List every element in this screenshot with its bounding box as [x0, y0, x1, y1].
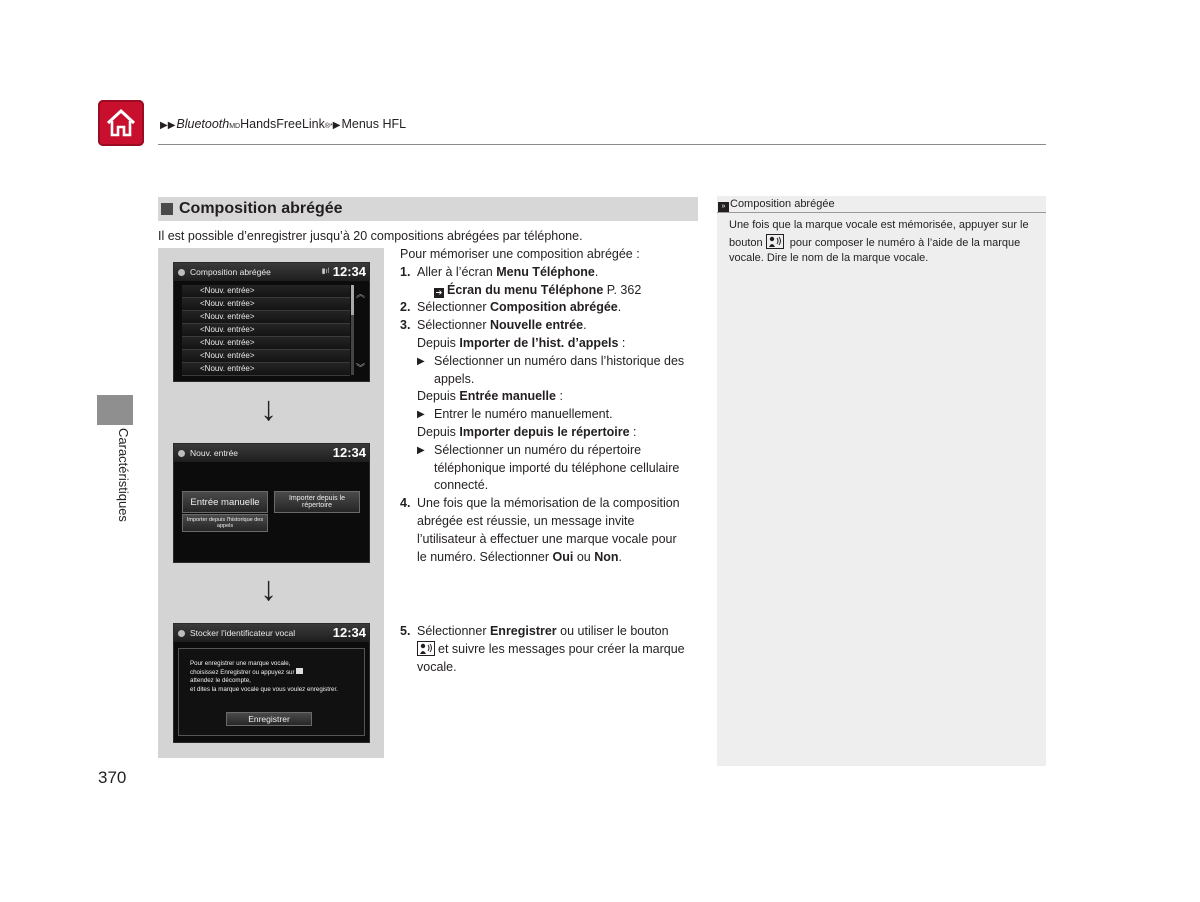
step-number: 4. [400, 496, 411, 511]
store-voice-tag-screen [173, 623, 370, 743]
bullet-text: Sélectionner un numéro dans l’historique des [434, 353, 685, 368]
talk-button-icon [417, 641, 435, 656]
step-text [400, 549, 700, 567]
screen-title: Stocker l'identificateur vocal [190, 628, 296, 638]
reference-title[interactable]: Écran du menu Téléphone [447, 282, 604, 297]
dialog-line [190, 668, 338, 677]
list-item[interactable]: <Nouv. entrée> [182, 324, 350, 337]
home-icon [104, 106, 138, 140]
breadcrumb-arrow-icon: ▶ [332, 120, 341, 131]
down-arrow-icon: ↓ [260, 570, 277, 608]
steps-list [400, 246, 700, 677]
step-text: Sélectionner [417, 300, 490, 315]
no-term: Non [594, 549, 619, 564]
entry-list [182, 285, 350, 376]
bullet-text: Entrer le numéro manuellement. [434, 407, 613, 422]
step-text: utiliser le bouton [574, 624, 669, 639]
speed-dial-term: Composition abrégée [489, 300, 618, 315]
note-text [729, 234, 1041, 252]
step-text [400, 641, 700, 659]
option-text: Depuis [417, 335, 460, 350]
bullet-arrow-icon: ▶ [417, 444, 425, 456]
step-2 [400, 299, 700, 317]
breadcrumb-item-bluetooth[interactable]: Bluetooth [176, 117, 230, 131]
step-4 [400, 495, 700, 513]
option-text: Depuis [417, 424, 460, 439]
bullet-arrow-icon: ▶ [417, 355, 425, 367]
list-item[interactable]: <Nouv. entrée> [182, 350, 350, 363]
dialog-line-text: choisissez Enregistrer ou appuyez sur [190, 669, 295, 677]
note-title: Composition abrégée [730, 198, 835, 210]
breadcrumb-arrow-icon: ▶▶ [160, 120, 176, 131]
screen-header [174, 624, 369, 642]
scrollbar[interactable] [351, 285, 354, 375]
step-text: . [594, 264, 599, 279]
menu-phone-term: Menu Téléphone [496, 264, 595, 279]
screen-header [174, 444, 369, 462]
step-text: . [617, 300, 622, 315]
step-text: Une fois que la mémorisation de la composition [417, 496, 680, 511]
talk-button-icon [766, 234, 784, 249]
step-text: et suivre les messages pour créer la marque [438, 642, 685, 657]
option-directory [400, 424, 700, 442]
phone-icon [178, 450, 185, 457]
breadcrumb-sup-reg: ®* [324, 123, 333, 130]
note-text: vocale. Dire le nom de la marque vocale. [729, 252, 929, 264]
screen-title: Nouv. entrée [190, 448, 239, 458]
breadcrumb-item-menus[interactable]: Menus HFL [341, 117, 407, 131]
screen-title: Composition abrégée [190, 267, 271, 277]
step-number: 3. [400, 318, 411, 333]
note-marker-icon: » [718, 202, 729, 212]
note-text: bouton [729, 236, 766, 249]
list-item[interactable]: <Nouv. entrée> [182, 298, 350, 311]
dialog-line: et dites la marque vocale que vous voulez enregistrer. [190, 685, 338, 693]
bullet-text: appels. [434, 371, 475, 386]
save-term: Enregistrer [489, 624, 557, 639]
option-bullet [400, 406, 700, 424]
manual-entry-button[interactable]: Entrée manuelle [182, 491, 268, 513]
history-term: Importer de l’hist. d’appels [459, 335, 619, 350]
dialog-line: Pour enregistrer une marque vocale, [190, 660, 291, 667]
step-text: le numéro. Sélectionner [417, 549, 553, 564]
bullet-text: Sélectionner un numéro du répertoire [434, 442, 642, 457]
bullet-text: téléphonique importé du téléphone cellulaire [434, 460, 680, 475]
bullet-text: connecté. [434, 478, 489, 493]
signal-icon: ▮ıl [321, 268, 329, 275]
note-heading [717, 196, 1046, 213]
scrollbar-thumb[interactable] [351, 285, 354, 315]
note-text: pour composer le numéro à l’aide de la marque [786, 236, 1021, 249]
scroll-down-icon[interactable]: ︾ [356, 363, 366, 373]
step-number: 5. [400, 624, 411, 639]
bullet-arrow-icon: ▶ [417, 409, 425, 421]
page-number: 370 [98, 768, 127, 787]
section-square-icon [161, 203, 173, 215]
home-button[interactable] [98, 100, 144, 146]
step-1 [400, 264, 700, 282]
section-title: Composition abrégée [179, 200, 343, 217]
chapter-tab[interactable] [97, 395, 133, 425]
breadcrumb [160, 117, 406, 131]
option-text: : [618, 335, 626, 350]
step-text: vocale. [417, 659, 457, 674]
step-text: Aller à l’écran [417, 264, 497, 279]
step-text: . [583, 318, 587, 333]
option-history [400, 335, 700, 353]
import-history-button[interactable]: Importer depuis l'historique des appels [182, 514, 268, 532]
reference-arrow-icon: ➔ [435, 287, 443, 297]
step-number: 1. [400, 264, 411, 279]
breadcrumb-item-hfl[interactable]: HandsFreeLink [240, 117, 325, 131]
section-heading [158, 197, 698, 221]
step-text: ou [573, 549, 595, 564]
list-item[interactable]: <Nouv. entrée> [182, 337, 350, 350]
reference-page[interactable]: P. 362 [603, 282, 642, 297]
spacer [400, 566, 700, 623]
list-item[interactable]: <Nouv. entrée> [182, 285, 350, 298]
step-3 [400, 317, 700, 335]
chapter-label: Caractéristiques [116, 428, 131, 522]
option-manual [400, 388, 700, 406]
step-text: l’utilisateur à effectuer une marque vocale pour [417, 531, 677, 546]
option-text: Depuis [417, 389, 460, 404]
list-item[interactable]: <Nouv. entrée> [182, 363, 350, 376]
talk-button-icon [296, 668, 303, 674]
step-text: . [618, 549, 622, 564]
screen-clock: 12:34 [332, 264, 366, 279]
dialog-message [190, 660, 338, 694]
dialog-line: attendez le décompte, [190, 677, 251, 685]
new-entry-screen [173, 443, 370, 563]
step-text: Sélectionner [417, 624, 490, 639]
note-text: Une fois que la marque vocale est mémorisée, appuyer sur le [729, 219, 1029, 231]
new-entry-term: Nouvelle entrée [489, 318, 584, 333]
section-intro: Il est possible d’enregistrer jusqu’à 20 compositions abrégées par téléphone. [158, 229, 583, 243]
step-text: Sélectionner [417, 318, 490, 333]
cross-reference[interactable] [400, 282, 700, 300]
phone-icon [178, 630, 185, 637]
option-text: : [629, 424, 637, 439]
option-text: : [555, 389, 563, 404]
option-bullet [400, 442, 700, 460]
note-body [729, 218, 1041, 267]
screen-clock: 12:34 [332, 445, 366, 460]
down-arrow-icon: ↓ [260, 390, 277, 428]
scroll-up-icon[interactable]: ︽ [356, 289, 366, 299]
screen-header [174, 263, 369, 281]
steps-lead: Pour mémoriser une composition abrégée : [400, 247, 640, 261]
manual-term: Entrée manuelle [459, 389, 556, 404]
option-bullet [400, 353, 700, 371]
save-button[interactable]: Enregistrer [226, 712, 312, 726]
screen-clock: 12:34 [332, 625, 366, 640]
side-note [717, 196, 1046, 766]
directory-term: Importer depuis le répertoire [459, 424, 630, 439]
step-number: 2. [400, 300, 411, 315]
breadcrumb-sup-md: MD [229, 123, 241, 130]
speed-dial-list-screen [173, 262, 370, 382]
list-item[interactable]: <Nouv. entrée> [182, 311, 350, 324]
header-divider [158, 144, 1046, 145]
yes-term: Oui [552, 549, 574, 564]
step-text: abrégée est réussie, un message invite [417, 513, 635, 528]
phone-icon [178, 269, 185, 276]
import-directory-button[interactable]: Importer depuis le répertoire [274, 491, 360, 513]
step-5: 5. Sélectionner Enregistrer ou utiliser le bouton [400, 623, 700, 641]
